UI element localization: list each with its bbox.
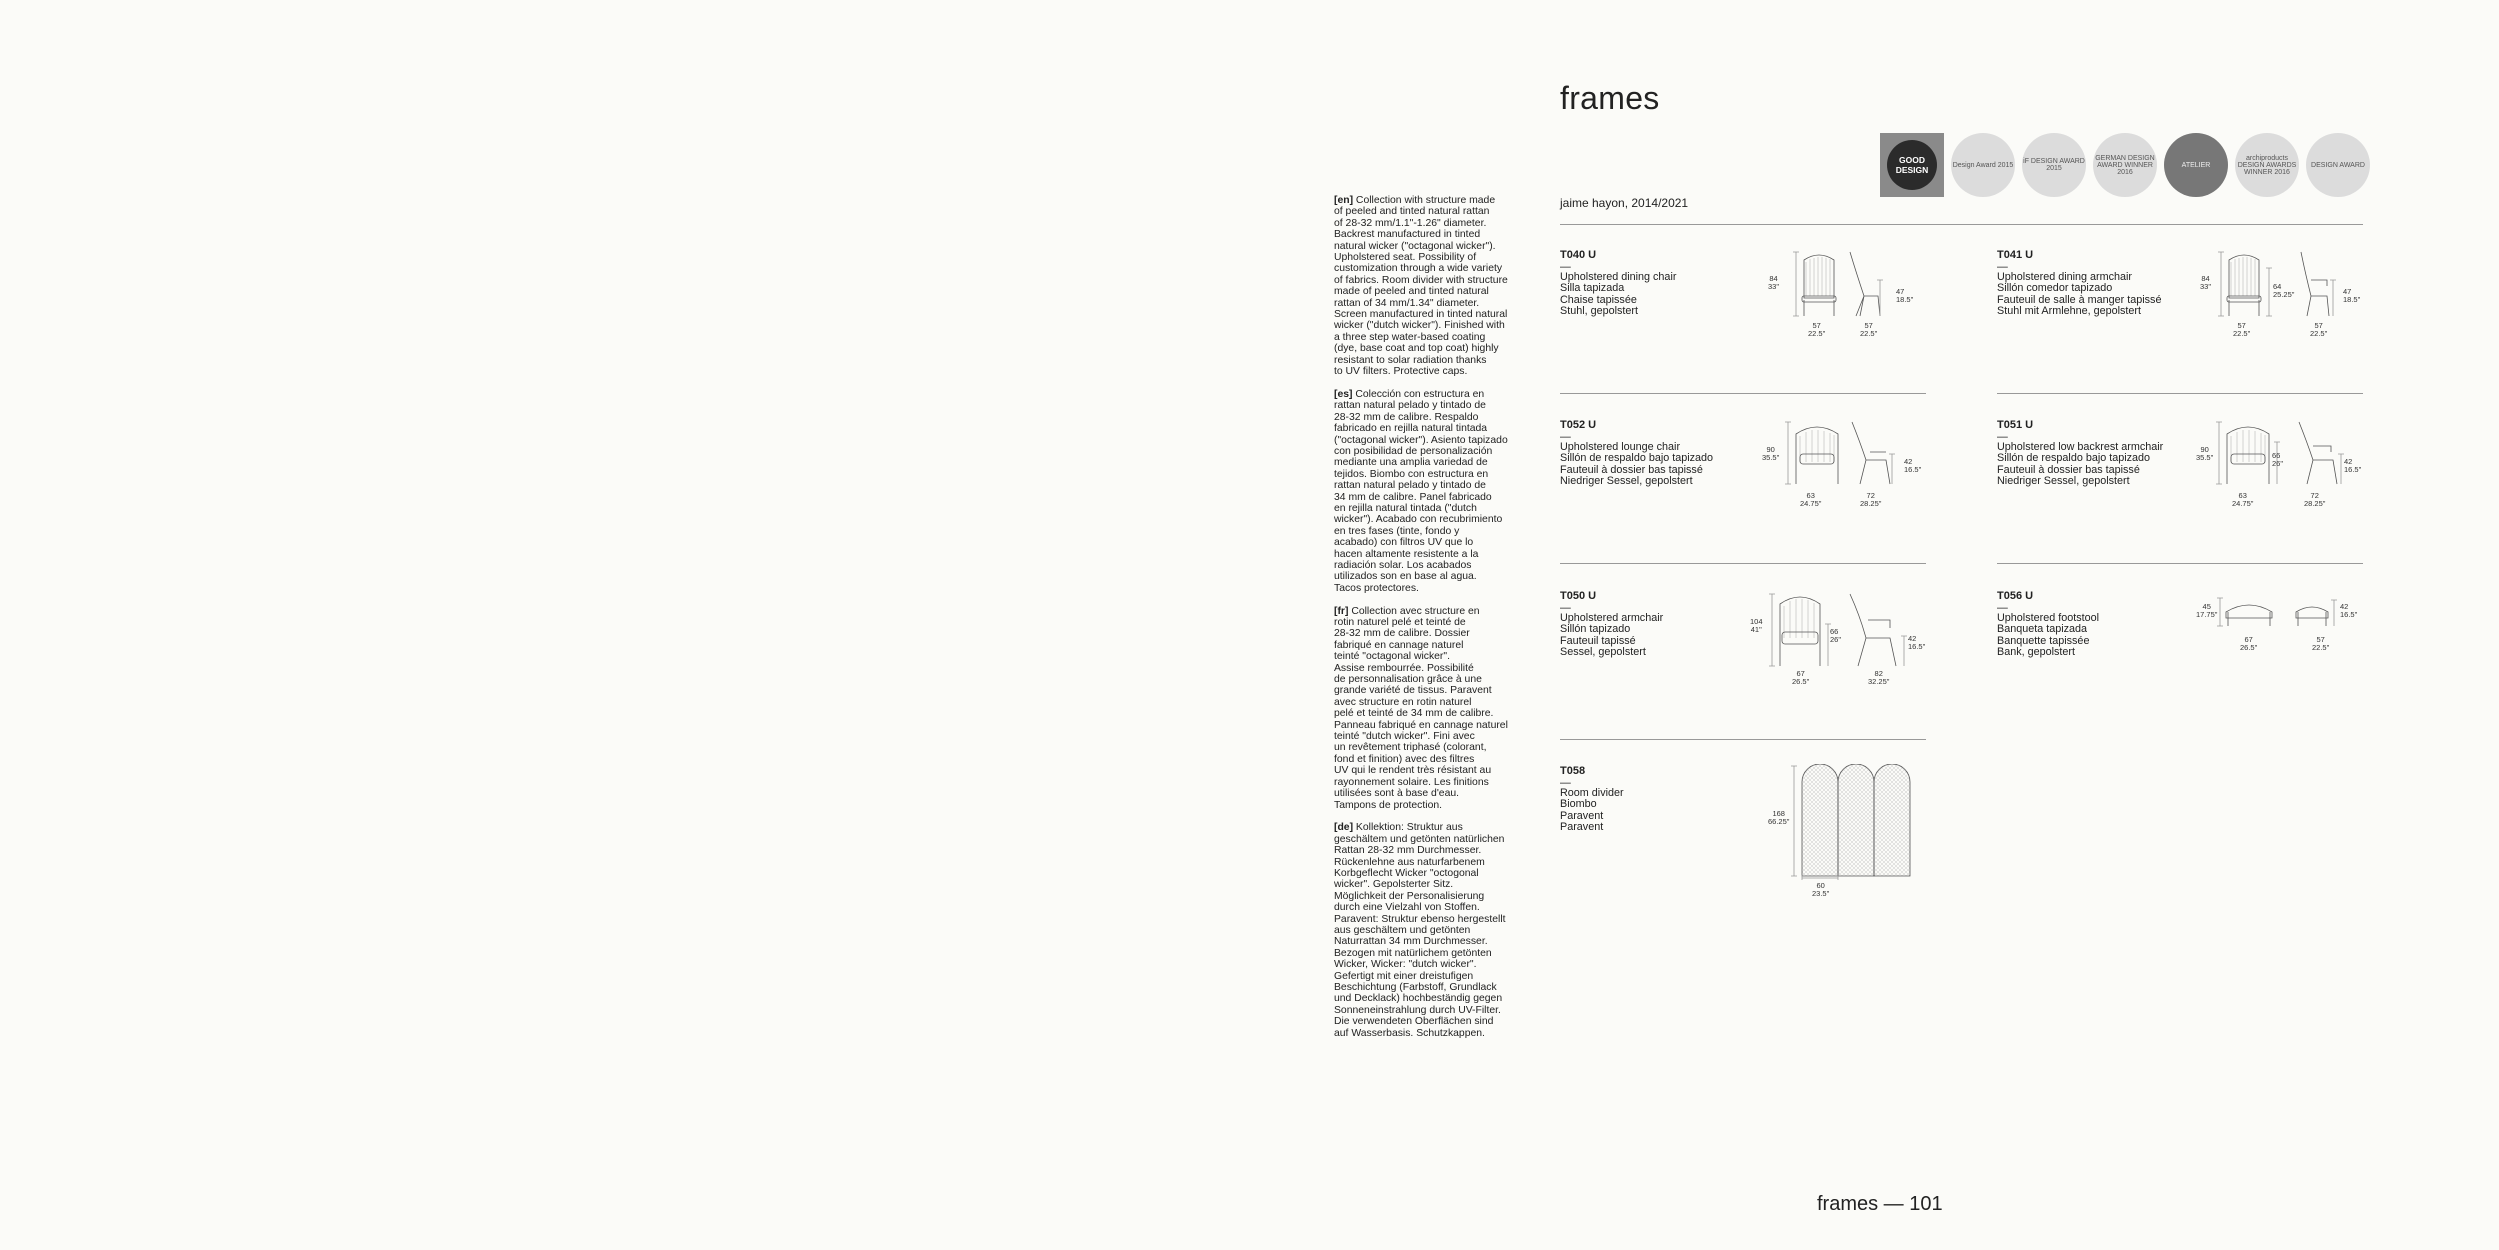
product-t050u xyxy=(1560,591,1663,659)
product-name-fr: Paravent xyxy=(1560,809,1604,822)
dim-height: 84 33" xyxy=(1768,274,1780,291)
design-award-a-logo: DESIGN AWARD xyxy=(2306,133,2370,197)
designer-credit: jaime hayon, 2014/2021 xyxy=(1560,196,1689,210)
archiproducts-award-logo: archiproducts DESIGN AWARDS WINNER 2016 xyxy=(2235,133,2299,197)
product-code: T050 U xyxy=(1560,590,1597,602)
product-t058 xyxy=(1560,766,1624,834)
product-name-es: Banqueta tapizada xyxy=(1997,623,2088,635)
dim-depth: 57 22.5" xyxy=(2310,321,2328,338)
product-t041u xyxy=(1997,250,2161,318)
dim-height: 90 35.5" xyxy=(1762,445,1780,462)
t058-drawing xyxy=(1786,764,1916,880)
t056u-drawing xyxy=(2214,594,2354,630)
product-t051u xyxy=(1997,420,2163,488)
t040u-drawing xyxy=(1790,250,1900,320)
product-name-de: Paravent xyxy=(1560,821,1604,833)
product-name-de: Niedriger Sessel, gepolstert xyxy=(1997,475,2130,487)
atelier-award-logo: ATELIER xyxy=(2164,133,2228,197)
dash: — xyxy=(1560,601,1571,614)
page-title: frames xyxy=(1560,80,1660,116)
dim-seat-height: 42 16.5" xyxy=(2340,602,2358,619)
dim-height: 84 33" xyxy=(2200,274,2212,291)
dim-depth: 72 28.25" xyxy=(1860,491,1882,508)
dim-seat-height: 47 18.5" xyxy=(1896,287,1914,304)
dim-width: 67 26.5" xyxy=(1792,669,1810,686)
dim-height: 90 35.5" xyxy=(2196,445,2214,462)
dim-width: 67 26.5" xyxy=(2240,635,2258,652)
dim-width: 57 22.5" xyxy=(2233,321,2251,338)
description-es: [es] Colección con estructura en rattan natural pelado y tintado de 28-32 mm de calibre. Respaldo fabricado en rejilla natural tintada ("octagonal wicker"). Asiento tapizado con posibilidad de personalización mediante una amplia variedad de tejidos. Biombo con estructura en rattan natural pelado y tintado de 34 mm de calibre. Panel fabricado en rejilla natural tintada ("dutch wicker"). Acabado con recubrimiento en tres fases (tinte, fondo y acabado) con filtros UV que lo hacen altamente resistente a la radiación solar. Los acabados utilizados son en base al agua. Tacos protectores. xyxy=(1334,388,1508,594)
product-name-de: Stuhl mit Armlehne, gepolstert xyxy=(1997,305,2142,317)
product-name-en: Room divider xyxy=(1560,786,1624,799)
german-design-award-logo: GERMAN DESIGN AWARD WINNER 2016 xyxy=(2093,133,2157,197)
product-name-de: Bank, gepolstert xyxy=(1997,646,2076,658)
product-name-de: Stuhl, gepolstert xyxy=(1560,305,1639,317)
dim-height: 45 17.75" xyxy=(2196,602,2218,619)
product-name-fr: Banquette tapissée xyxy=(1997,634,2090,647)
divider-row4-left xyxy=(1560,739,1926,740)
dim-depth: 57 22.5" xyxy=(2312,635,2330,652)
dim-seat-height: 42 16.5" xyxy=(1904,457,1922,474)
product-code: T040 U xyxy=(1560,249,1597,261)
dim-width: 63 24.75" xyxy=(2232,491,2254,508)
dim-arm-height: 66 26" xyxy=(2272,451,2284,468)
product-name-en: Upholstered low backrest armchair xyxy=(1997,440,2164,453)
dim-arm-height: 64 25.25" xyxy=(2273,282,2295,299)
divider-row2-left xyxy=(1560,393,1926,394)
divider-row2-right xyxy=(1997,393,2363,394)
product-name-es: Sillón de respaldo bajo tapizado xyxy=(1560,452,1714,464)
product-name-de: Sessel, gepolstert xyxy=(1560,646,1646,658)
awards-row xyxy=(1880,133,2370,197)
dash: — xyxy=(1560,776,1571,789)
product-name-en: Upholstered dining armchair xyxy=(1997,270,2133,283)
product-name-fr: Fauteuil à dossier bas tapissé xyxy=(1997,463,2140,476)
dim-width: 57 22.5" xyxy=(1808,321,1826,338)
description-en: [en] Collection with structure made of peeled and tinted natural rattan of 28-32 mm/1.1"-1.26" diameter. Backrest manufactured in tinted natural wicker ("octagonal wicker"). Upholstered seat. Possibility of customization through a wide variety of fabrics. Room divider with structure made of peeled and tinted natural rattan of 34 mm/1.34" diameter. Screen manufactured in tinted natural wicker ("dutch wicker"). Finished with a three step water-based coating (dye, base coat and top coat) highly resistant to solar radiation thanks to UV filters. Protective caps. xyxy=(1334,195,1508,378)
dim-width: 60 23.5" xyxy=(1812,881,1830,898)
product-code: T052 U xyxy=(1560,419,1597,431)
dash: — xyxy=(1997,601,2008,614)
t052u-drawing xyxy=(1782,420,1902,486)
product-name-es: Silla tapizada xyxy=(1560,282,1625,294)
page-folio: frames — 101 xyxy=(1817,1193,1943,1215)
product-code: T058 xyxy=(1560,765,1586,777)
dim-height: 168 66.25" xyxy=(1768,809,1790,826)
product-name-en: Upholstered lounge chair xyxy=(1560,440,1681,453)
product-name-fr: Chaise tapissée xyxy=(1560,293,1637,306)
divider-row3-left xyxy=(1560,563,1926,564)
product-t040u xyxy=(1560,250,1676,318)
product-code: T051 U xyxy=(1997,419,2034,431)
product-name-fr: Fauteuil de salle à manger tapissé xyxy=(1997,293,2162,306)
product-name-es: Biombo xyxy=(1560,798,1597,810)
product-t052u xyxy=(1560,420,1713,488)
dim-depth: 57 22.5" xyxy=(1860,321,1878,338)
product-name-es: Sillón de respaldo bajo tapizado xyxy=(1997,452,2151,464)
description-fr: [fr] Collection avec structure en rotin naturel pelé et teinté de 28-32 mm de calibre. Dossier fabriqué en cannage naturel teinté "octagonal wicker". Assise rembourrée. Possibilité de personnalisation grâce à une grande variété de tissus. Paravent avec structure en rotin naturel pelé et teinté de 34 mm de calibre. Panneau fabriqué en cannage naturel teinté "dutch wicker". Fini avec un revêtement triphasé (colorant, fond et finition) avec des filtres UV qui le rendent très résistant au rayonnement solaire. Les finitions utilisées sont à base d'eau. Tampons de protection. xyxy=(1334,605,1508,811)
product-t056u xyxy=(1997,591,2099,659)
dash: — xyxy=(1560,260,1571,273)
product-name-de: Niedriger Sessel, gepolstert xyxy=(1560,475,1693,487)
if-design-award-logo: iF DESIGN AWARD 2015 xyxy=(2022,133,2086,197)
dash: — xyxy=(1560,430,1571,443)
dim-depth: 72 28.25" xyxy=(2304,491,2326,508)
product-name-en: Upholstered footstool xyxy=(1997,611,2100,624)
product-name-es: Sillón comedor tapizado xyxy=(1997,282,2113,294)
product-name-fr: Fauteuil tapissé xyxy=(1560,634,1636,647)
dim-height: 104 41" xyxy=(1750,617,1763,634)
product-name-fr: Fauteuil à dossier bas tapissé xyxy=(1560,463,1703,476)
t050u-drawing xyxy=(1766,592,1926,668)
product-name-en: Upholstered dining chair xyxy=(1560,270,1677,283)
divider-top xyxy=(1560,224,2363,225)
product-code: T041 U xyxy=(1997,249,2034,261)
dim-seat-height: 47 18.5" xyxy=(2343,287,2361,304)
product-name-en: Upholstered armchair xyxy=(1560,611,1664,624)
product-name-es: Sillón tapizado xyxy=(1560,623,1631,635)
good-design-award-logo: GOOD DESIGN xyxy=(1880,133,1944,197)
dim-seat-height: 42 16.5" xyxy=(2344,457,2362,474)
description-de: [de] Kollektion: Struktur aus geschältem und getönten natürlichen Rattan 28-32 mm Durchmesser. Rückenlehne aus naturfarbenem Korbgeflecht Wicker "octogonal wicker". Gepolsterter Sitz. Möglichkeit der Personalisierung durch eine Vielzahl von Stoffen. Paravent: Struktur ebenso hergestellt aus geschältem und getönten Naturrattan 34 mm Durchmesser. Bezogen mit natürlichem getönten Wicker, Wicker: "dutch wicker". Gefertigt mit einer dreistufigen Beschichtung (Farbstoff, Grundlack und Decklack) hochbeständig gegen Sonneneinstrahlung durch UV-Filter. Die verwendeten Oberflächen sind auf Wasserbasis. Schutzkappen. xyxy=(1334,822,1506,1039)
divider-row3-right xyxy=(1997,563,2363,564)
product-code: T056 U xyxy=(1997,590,2034,602)
dash: — xyxy=(1997,260,2008,273)
description-column xyxy=(1334,195,1514,1050)
design-award-2015-logo: Design Award 2015 xyxy=(1951,133,2015,197)
dim-arm-height: 66 26" xyxy=(1830,627,1842,644)
dim-width: 63 24.75" xyxy=(1800,491,1822,508)
dash: — xyxy=(1997,430,2008,443)
dim-seat-height: 42 16.5" xyxy=(1908,634,1926,651)
dim-depth: 82 32.25" xyxy=(1868,669,1890,686)
